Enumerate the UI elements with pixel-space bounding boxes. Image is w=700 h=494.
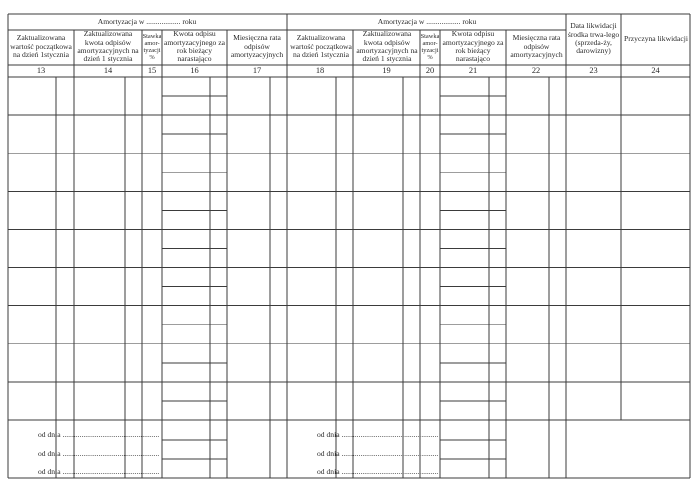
col-number-23: 23 xyxy=(589,66,598,75)
footer-right-line-3: od dnia ................................................... xyxy=(317,467,439,476)
header-col-19: Zaktualizowana kwota odpisów amortyzacyjnych na dzień 1 stycznia xyxy=(356,30,418,64)
footer-left-line-1: od dnia ................................................... xyxy=(38,430,160,439)
header-col-13: Zaktualizowana wartość początkowa na dzień 1stycznia xyxy=(10,33,72,60)
col-number-13: 13 xyxy=(36,66,46,75)
header-col-23: Data likwidacji środka trwa-lego (sprzeda-ży, darowizny) xyxy=(567,21,620,56)
header-col-24: Przyczyna likwidacji xyxy=(624,33,688,43)
col-number-20: 20 xyxy=(425,66,435,75)
group-right-dots: .................. xyxy=(426,17,461,26)
footer-right-line-2: od dnia ................................................... xyxy=(317,449,439,458)
group-left-prefix: Amortyzacja w xyxy=(97,17,145,26)
col-number-16: 16 xyxy=(190,66,199,75)
header-col-18: Zaktualizowana wartość początkowa na dzień 1stycznia xyxy=(290,33,352,60)
col-number-14: 14 xyxy=(103,66,113,75)
group-right-prefix: Amortyzacja w xyxy=(377,17,425,26)
col-number-17: 17 xyxy=(252,66,262,75)
header-col-21: Kwota odpisu amortyzacyjnego za rok bieżący narastająco xyxy=(442,30,504,64)
col-number-15: 15 xyxy=(147,66,157,75)
footer-left-line-3: od dnia ................................................... xyxy=(38,467,160,476)
col-number-24: 24 xyxy=(651,66,660,75)
header-col-17: Miesięczna rata odpisów amortyzacyjnych xyxy=(230,33,284,60)
group-left-suffix: roku xyxy=(182,17,197,26)
footer-right-line-1: od dnia ................................................... xyxy=(317,430,439,439)
footer-left-line-2: od dnia ................................................... xyxy=(38,449,160,458)
col-number-22: 22 xyxy=(531,66,541,75)
group-header-left xyxy=(8,18,286,26)
header-col-15: Stawka amor-tyzacji % xyxy=(143,32,161,62)
group-header-right xyxy=(288,18,566,26)
header-col-22: Miesięczna rata odpisów amortyzacyjnych xyxy=(510,33,563,60)
group-left-dots: .................. xyxy=(146,17,181,26)
header-col-14: Zaktualizowana kwota odpisów amortyzacyjnych na dzień 1 stycznia xyxy=(77,30,139,64)
col-number-21: 21 xyxy=(468,66,478,75)
col-number-19: 19 xyxy=(382,66,391,75)
col-number-18: 18 xyxy=(315,66,325,75)
group-right-suffix: roku xyxy=(462,17,477,26)
header-col-20: Stawka amor-tyzacji % xyxy=(421,32,439,62)
header-col-16: Kwota odpisu amortyzacyjnego za rok bieżący narastająco xyxy=(164,30,225,64)
